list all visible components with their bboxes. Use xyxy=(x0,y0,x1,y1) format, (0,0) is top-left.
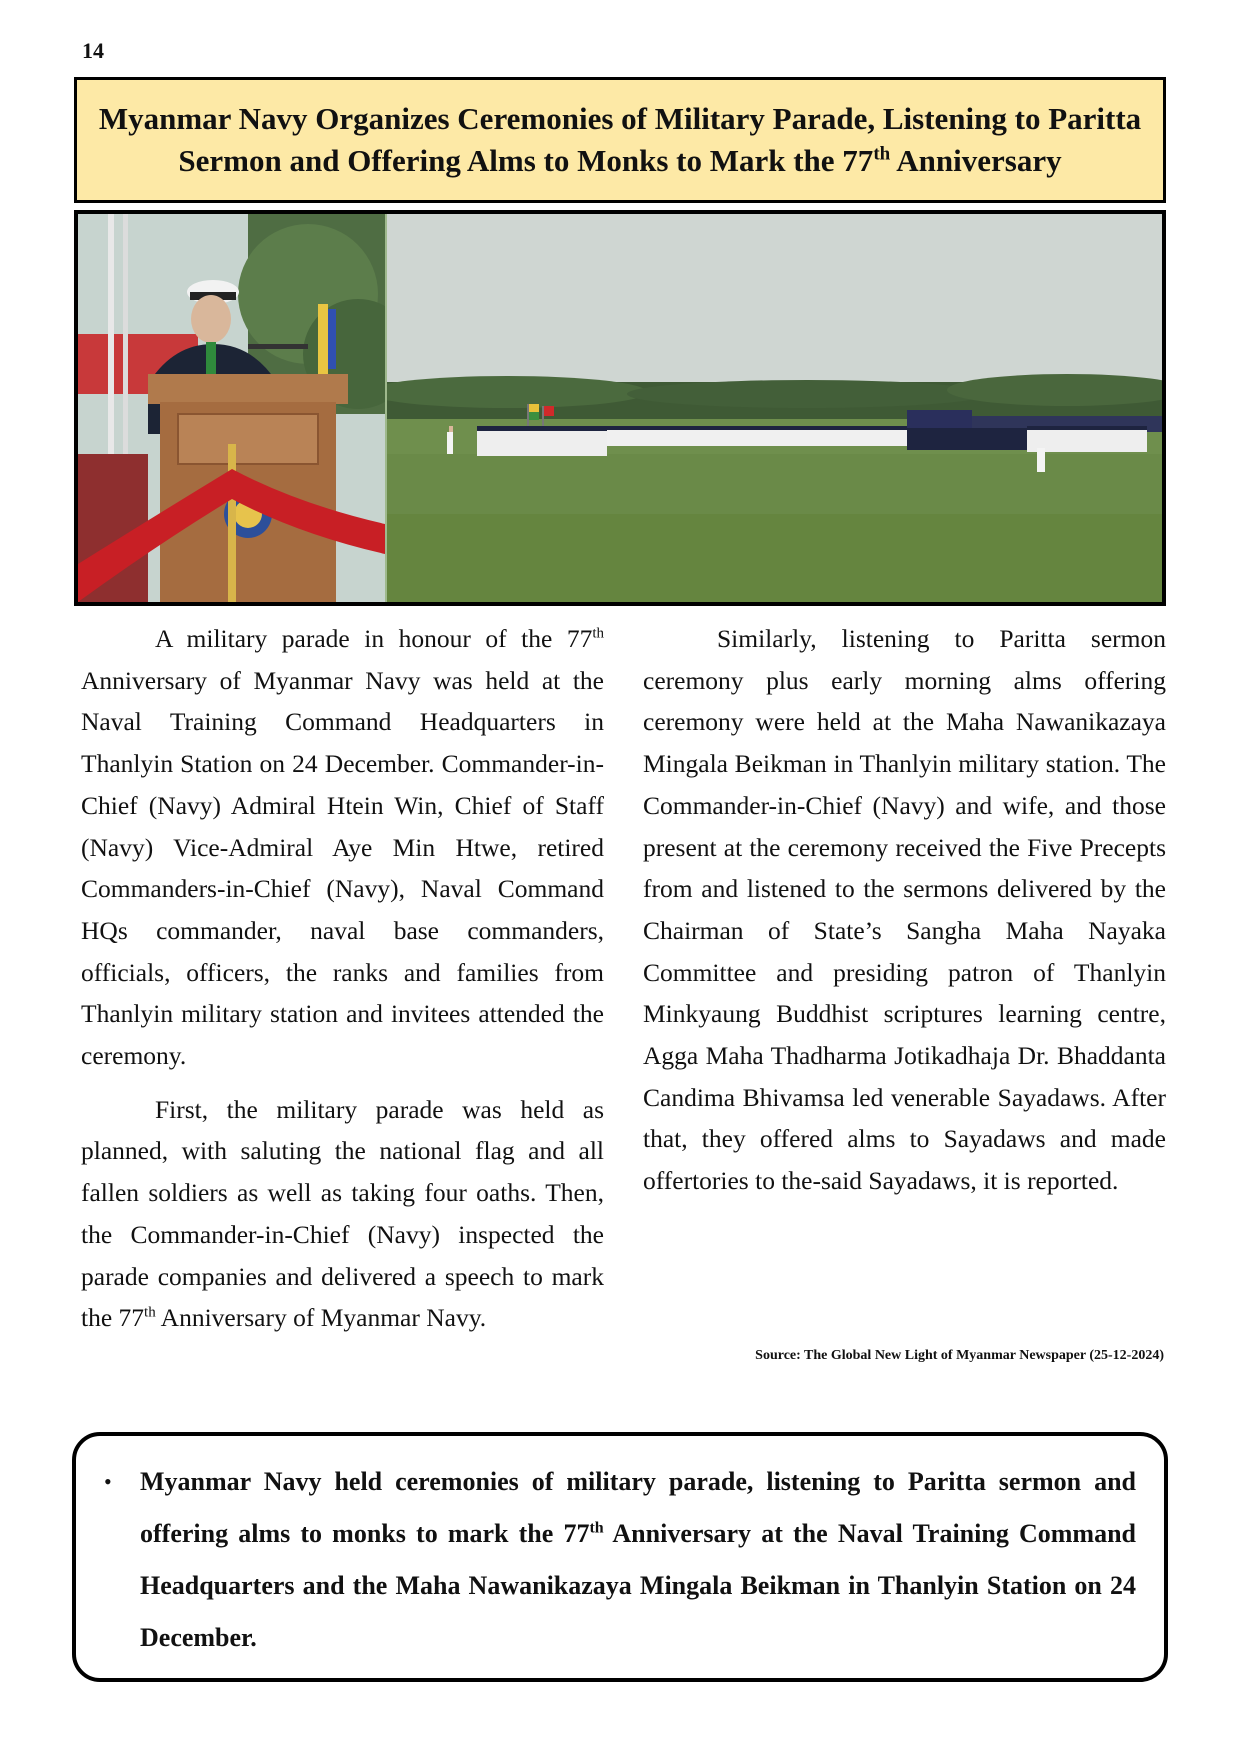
title-line-1: Myanmar Navy Organizes Ceremonies of Military Parade, Listening to Paritta xyxy=(98,101,1142,136)
bullet-icon: • xyxy=(104,1469,112,1494)
paragraph-text: Anniversary of Myanmar Navy. xyxy=(155,1303,487,1333)
page-number: 14 xyxy=(82,38,104,63)
article-paragraph: Similarly, listening to Paritta sermon ceremony plus early morning alms offering ceremony were held at the Maha Nawanikazaya Mingala Beikman in Thanlyin military station. The Commander-in-Chief (Navy) and wife, and those present at the ceremony received the Five Precepts from and listened to the sermons delivered by the Chairman of State’s Sangha Maha Nayaka Committee and presiding patron of Thanlyin Minkyaung Buddhist scriptures learning centre, Agga Maha Thadharma Jotikadhaja Dr. Bhaddanta Candima Bhivamsa led venerable Sayadaws. After that, they offered alms to Sayadaws and made offertories to the-said Sayadaws, it is reported. xyxy=(643,624,1166,1196)
podium-speech-photo xyxy=(78,214,385,602)
source-citation: Source: The Global New Light of Myanmar Newspaper (25-12-2024) xyxy=(755,1348,1164,1363)
title-box xyxy=(74,77,1166,203)
ordinal-suffix: th xyxy=(144,1304,156,1321)
summary-text-part: Myanmar Navy held ceremonies of military parade, listening to Paritta sermon and offering alms to monks to mark the 77 xyxy=(140,1467,1136,1548)
summary-box xyxy=(72,1432,1168,1682)
paragraph-text: Anniversary of Myanmar Navy was held at the Naval Training Command Headquarters in Thanlyin Station on 24 December. Commander-in-Chief (Navy) Admiral Htein Win, Chief of Staff (Navy) Vice-Admiral Aye Min Htwe, retired Commanders-in-Chief (Navy), Naval Command HQs commander, naval base commanders, officials, officers, the ranks and families from Thanlyin military station and invitees attended the ceremony. xyxy=(81,665,604,1071)
article-paragraph xyxy=(81,1089,604,1339)
title-line-2-end: Anniversary xyxy=(890,143,1062,178)
paragraph-text: First, the military parade was held as planned, with saluting the national flag and all fallen soldiers as well as taking four oaths. Then, the Commander-in-Chief (Navy) inspected the parade companies and delivered a speech to mark the 77 xyxy=(81,1094,604,1333)
title-line-2 xyxy=(178,140,1061,182)
photo-frame xyxy=(74,210,1166,606)
article-column-left xyxy=(81,618,604,1351)
article-paragraph xyxy=(81,618,604,1077)
summary-bullet-item xyxy=(98,1456,1136,1664)
military-parade-photo xyxy=(387,214,1162,602)
summary-text-part: Anniversary at the Naval Training Command Headquarters and the Maha Nawanikazaya Mingala Beikman in Thanlyin Station on 24 December. xyxy=(140,1519,1136,1652)
paragraph-text: A military parade in honour of the 77 xyxy=(155,624,593,653)
article-column-right xyxy=(643,618,1166,1214)
summary-text xyxy=(140,1456,1136,1664)
title-ordinal-suffix: th xyxy=(873,143,891,165)
ordinal-suffix: th xyxy=(589,1519,604,1537)
ordinal-suffix: th xyxy=(592,625,604,642)
title-line-2-text: Sermon and Offering Alms to Monks to Mark the 77 xyxy=(178,143,874,178)
